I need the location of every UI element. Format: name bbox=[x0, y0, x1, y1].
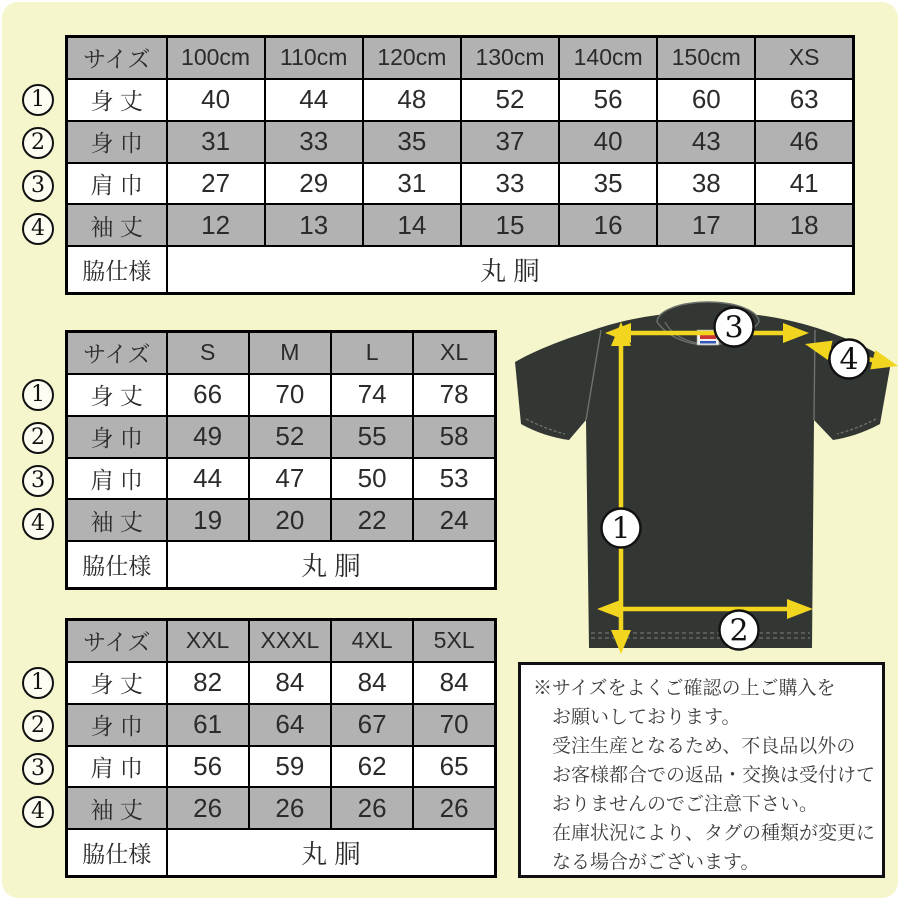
cell: 27 bbox=[167, 163, 265, 205]
cell: 40 bbox=[559, 121, 657, 163]
cell: 84 bbox=[249, 662, 331, 704]
circled-number-4: 4 bbox=[22, 213, 54, 245]
cell: 48 bbox=[363, 79, 461, 121]
size-table bbox=[65, 330, 497, 590]
cell: 37 bbox=[461, 121, 559, 163]
table-row-sleeve-length bbox=[67, 204, 854, 246]
size-table bbox=[65, 618, 497, 878]
circled-number-1: 1 bbox=[22, 667, 54, 699]
cell: 17 bbox=[657, 204, 755, 246]
diagram-circled-number-1: 1 bbox=[611, 511, 631, 547]
cell: 20 bbox=[249, 499, 331, 541]
header-cell: サイズ bbox=[67, 332, 167, 374]
diagram-circled-number-3: 3 bbox=[724, 310, 744, 346]
row-label: 袖 丈 bbox=[67, 787, 167, 829]
header-cell: 4XL bbox=[331, 620, 413, 662]
table-header-row bbox=[67, 37, 854, 79]
size-table bbox=[65, 35, 855, 295]
cell: 53 bbox=[413, 458, 495, 500]
cell: 31 bbox=[363, 163, 461, 205]
header-cell: XXXL bbox=[249, 620, 331, 662]
table-header-row bbox=[67, 332, 496, 374]
cell: 70 bbox=[413, 704, 495, 746]
circled-number-3: 3 bbox=[22, 170, 54, 202]
cell: 18 bbox=[755, 204, 853, 246]
cell: 56 bbox=[559, 79, 657, 121]
cell: 26 bbox=[413, 787, 495, 829]
circled-number-3: 3 bbox=[22, 465, 54, 497]
cell: 47 bbox=[249, 458, 331, 500]
row-label: 身 巾 bbox=[67, 121, 167, 163]
cell: 15 bbox=[461, 204, 559, 246]
header-cell: XXL bbox=[167, 620, 249, 662]
cell-merged: 丸 胴 bbox=[167, 829, 496, 876]
header-cell: サイズ bbox=[67, 620, 167, 662]
row-label: 脇仕様 bbox=[67, 246, 167, 293]
cell: 26 bbox=[167, 787, 249, 829]
cell-merged: 丸 胴 bbox=[167, 246, 854, 293]
cell: 35 bbox=[559, 163, 657, 205]
cell: 40 bbox=[167, 79, 265, 121]
cell: 22 bbox=[331, 499, 413, 541]
cell: 29 bbox=[265, 163, 363, 205]
cell: 31 bbox=[167, 121, 265, 163]
cell: 50 bbox=[331, 458, 413, 500]
header-cell: S bbox=[167, 332, 249, 374]
table-row-side-spec bbox=[67, 541, 496, 588]
header-cell: XL bbox=[413, 332, 495, 374]
header-cell: M bbox=[249, 332, 331, 374]
cell: 24 bbox=[413, 499, 495, 541]
row-label: 袖 丈 bbox=[67, 499, 167, 541]
circled-number-4: 4 bbox=[22, 508, 54, 540]
cell: 66 bbox=[167, 374, 249, 416]
cell: 64 bbox=[249, 704, 331, 746]
cell: 78 bbox=[413, 374, 495, 416]
header-cell: 120cm bbox=[363, 37, 461, 79]
cell: 67 bbox=[331, 704, 413, 746]
table-row-side-spec bbox=[67, 246, 854, 293]
row-label: 身 巾 bbox=[67, 704, 167, 746]
table-row-sleeve-length bbox=[67, 499, 496, 541]
row-label: 身 巾 bbox=[67, 416, 167, 458]
cell: 61 bbox=[167, 704, 249, 746]
cell: 60 bbox=[657, 79, 755, 121]
cell: 44 bbox=[265, 79, 363, 121]
note-line: 在庫状況により、タグの種類が変更に bbox=[552, 823, 876, 844]
circled-number-2: 2 bbox=[22, 422, 54, 454]
cell: 58 bbox=[413, 416, 495, 458]
row-label: 身 丈 bbox=[67, 374, 167, 416]
cell: 35 bbox=[363, 121, 461, 163]
table-row-shoulder-width bbox=[67, 746, 496, 788]
cell: 41 bbox=[755, 163, 853, 205]
cell: 19 bbox=[167, 499, 249, 541]
size-table-s-xl bbox=[65, 330, 497, 590]
note-line: お願いしております。 bbox=[552, 707, 741, 728]
circled-number-3: 3 bbox=[22, 753, 54, 785]
header-cell: 140cm bbox=[559, 37, 657, 79]
cell: 82 bbox=[167, 662, 249, 704]
purchase-note-box bbox=[518, 662, 885, 878]
cell: 70 bbox=[249, 374, 331, 416]
tshirt-measurement-diagram bbox=[505, 296, 900, 664]
circled-number-1: 1 bbox=[22, 84, 54, 116]
diagram-circled-number-4: 4 bbox=[839, 342, 859, 378]
header-cell: 130cm bbox=[461, 37, 559, 79]
cell: 26 bbox=[331, 787, 413, 829]
table-row-body-length bbox=[67, 374, 496, 416]
cell: 65 bbox=[413, 746, 495, 788]
row-label: 肩 巾 bbox=[67, 458, 167, 500]
row-label: 脇仕様 bbox=[67, 541, 167, 588]
note-line: ※サイズをよくご確認の上ご購入を bbox=[533, 678, 836, 699]
note-line: 受注生産となるため、不良品以外の bbox=[552, 736, 856, 757]
cell: 33 bbox=[265, 121, 363, 163]
table-row-body-width bbox=[67, 704, 496, 746]
header-cell: L bbox=[331, 332, 413, 374]
row-label: 身 丈 bbox=[67, 79, 167, 121]
table-row-shoulder-width bbox=[67, 163, 854, 205]
size-table-kids-xs bbox=[65, 35, 855, 295]
cell: 84 bbox=[331, 662, 413, 704]
circled-number-1: 1 bbox=[22, 379, 54, 411]
cell: 52 bbox=[461, 79, 559, 121]
cell: 43 bbox=[657, 121, 755, 163]
circled-number-2: 2 bbox=[22, 127, 54, 159]
cell: 62 bbox=[331, 746, 413, 788]
note-line: なる場合がございます。 bbox=[552, 852, 760, 873]
cell: 74 bbox=[331, 374, 413, 416]
cell: 14 bbox=[363, 204, 461, 246]
circled-number-4: 4 bbox=[22, 796, 54, 828]
header-cell: 5XL bbox=[413, 620, 495, 662]
diagram-circled-number-2: 2 bbox=[729, 613, 749, 649]
cell-merged: 丸 胴 bbox=[167, 541, 496, 588]
header-cell: 100cm bbox=[167, 37, 265, 79]
table-row-side-spec bbox=[67, 829, 496, 876]
cell: 44 bbox=[167, 458, 249, 500]
cell: 49 bbox=[167, 416, 249, 458]
cell: 26 bbox=[249, 787, 331, 829]
row-label: 肩 巾 bbox=[67, 163, 167, 205]
cell: 56 bbox=[167, 746, 249, 788]
table-header-row bbox=[67, 620, 496, 662]
note-line: おりませんのでご注意下さい。 bbox=[552, 794, 819, 815]
table-row-shoulder-width bbox=[67, 458, 496, 500]
cell: 59 bbox=[249, 746, 331, 788]
cell: 38 bbox=[657, 163, 755, 205]
header-cell: サイズ bbox=[67, 37, 167, 79]
note-line: お客様都合での返品・交換は受付けて bbox=[552, 765, 876, 786]
table-row-sleeve-length bbox=[67, 787, 496, 829]
header-cell: XS bbox=[755, 37, 853, 79]
circled-number-2: 2 bbox=[22, 710, 54, 742]
size-table-xxl-5xl bbox=[65, 618, 497, 878]
header-cell: 150cm bbox=[657, 37, 755, 79]
cell: 84 bbox=[413, 662, 495, 704]
cell: 16 bbox=[559, 204, 657, 246]
cell: 12 bbox=[167, 204, 265, 246]
cell: 55 bbox=[331, 416, 413, 458]
cell: 52 bbox=[249, 416, 331, 458]
header-cell: 110cm bbox=[265, 37, 363, 79]
row-label: 身 丈 bbox=[67, 662, 167, 704]
cell: 46 bbox=[755, 121, 853, 163]
cell: 63 bbox=[755, 79, 853, 121]
table-row-body-length bbox=[67, 662, 496, 704]
row-label: 脇仕様 bbox=[67, 829, 167, 876]
table-row-body-length bbox=[67, 79, 854, 121]
table-row-body-width bbox=[67, 416, 496, 458]
row-label: 袖 丈 bbox=[67, 204, 167, 246]
table-row-body-width bbox=[67, 121, 854, 163]
cell: 33 bbox=[461, 163, 559, 205]
row-label: 肩 巾 bbox=[67, 746, 167, 788]
cell: 13 bbox=[265, 204, 363, 246]
